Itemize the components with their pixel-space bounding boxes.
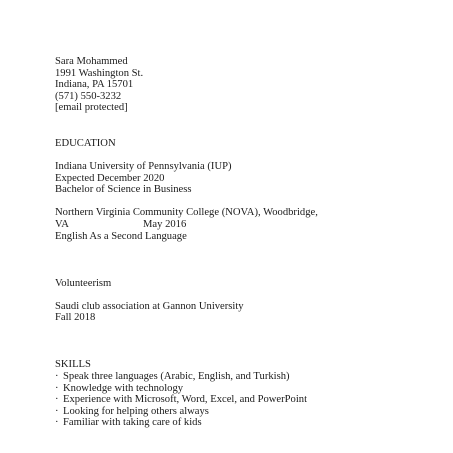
skills-list-item [55, 394, 435, 406]
bullet-icon: · [55, 405, 59, 417]
education-date: Expected December 2020 [55, 172, 165, 184]
education-school: Indiana University of Pennsylvania (IUP) [55, 161, 232, 173]
volunteerism-organization: Saudi club association at Gannon University [55, 300, 244, 312]
bullet-icon: · [55, 417, 59, 429]
skill-text: Looking for helping others always [63, 405, 209, 417]
education-date: May 2016 [143, 219, 187, 231]
bullet-icon: · [55, 394, 59, 406]
contact-city: Indiana, PA 15701 [55, 79, 134, 91]
education-entry-iup [55, 161, 435, 196]
skills-list-item [55, 406, 435, 418]
education-state: VA [55, 219, 69, 231]
education-section [55, 138, 435, 242]
skills-list-item [55, 417, 435, 429]
education-degree: English As a Second Language [55, 230, 187, 242]
volunteerism-heading: Volunteerism [55, 277, 112, 289]
volunteerism-date: Fall 2018 [55, 312, 96, 324]
bullet-icon: · [55, 371, 59, 383]
skill-text: Knowledge with technology [63, 382, 184, 394]
skill-text: Experience with Microsoft, Word, Excel, and PowerPoint [63, 394, 308, 406]
contact-phone: (571) 550-3232 [55, 90, 122, 102]
skills-heading: SKILLS [55, 359, 91, 371]
education-school: Northern Virginia Community College (NOVA), Woodbridge, [55, 207, 318, 219]
education-entry-nova [55, 207, 435, 242]
bullet-icon: · [55, 382, 59, 394]
contact-name: Sara Mohammed [55, 56, 128, 67]
skill-text: Speak three languages (Arabic, English, and Turkish) [63, 371, 290, 383]
education-state-date-row [55, 219, 435, 231]
skills-list-item [55, 371, 435, 383]
skills-list [55, 371, 435, 429]
contact-block [55, 56, 435, 114]
skills-section [55, 359, 435, 429]
education-degree: Bachelor of Science in Business [55, 184, 192, 196]
contact-street: 1991 Washington St. [55, 67, 144, 79]
education-heading: EDUCATION [55, 137, 116, 149]
resume-document [55, 56, 435, 429]
volunteerism-entry [55, 301, 435, 324]
volunteerism-section [55, 278, 435, 324]
contact-email: [email protected] [55, 102, 128, 114]
skills-list-item [55, 383, 435, 395]
skill-text: Familiar with taking care of kids [63, 417, 202, 429]
